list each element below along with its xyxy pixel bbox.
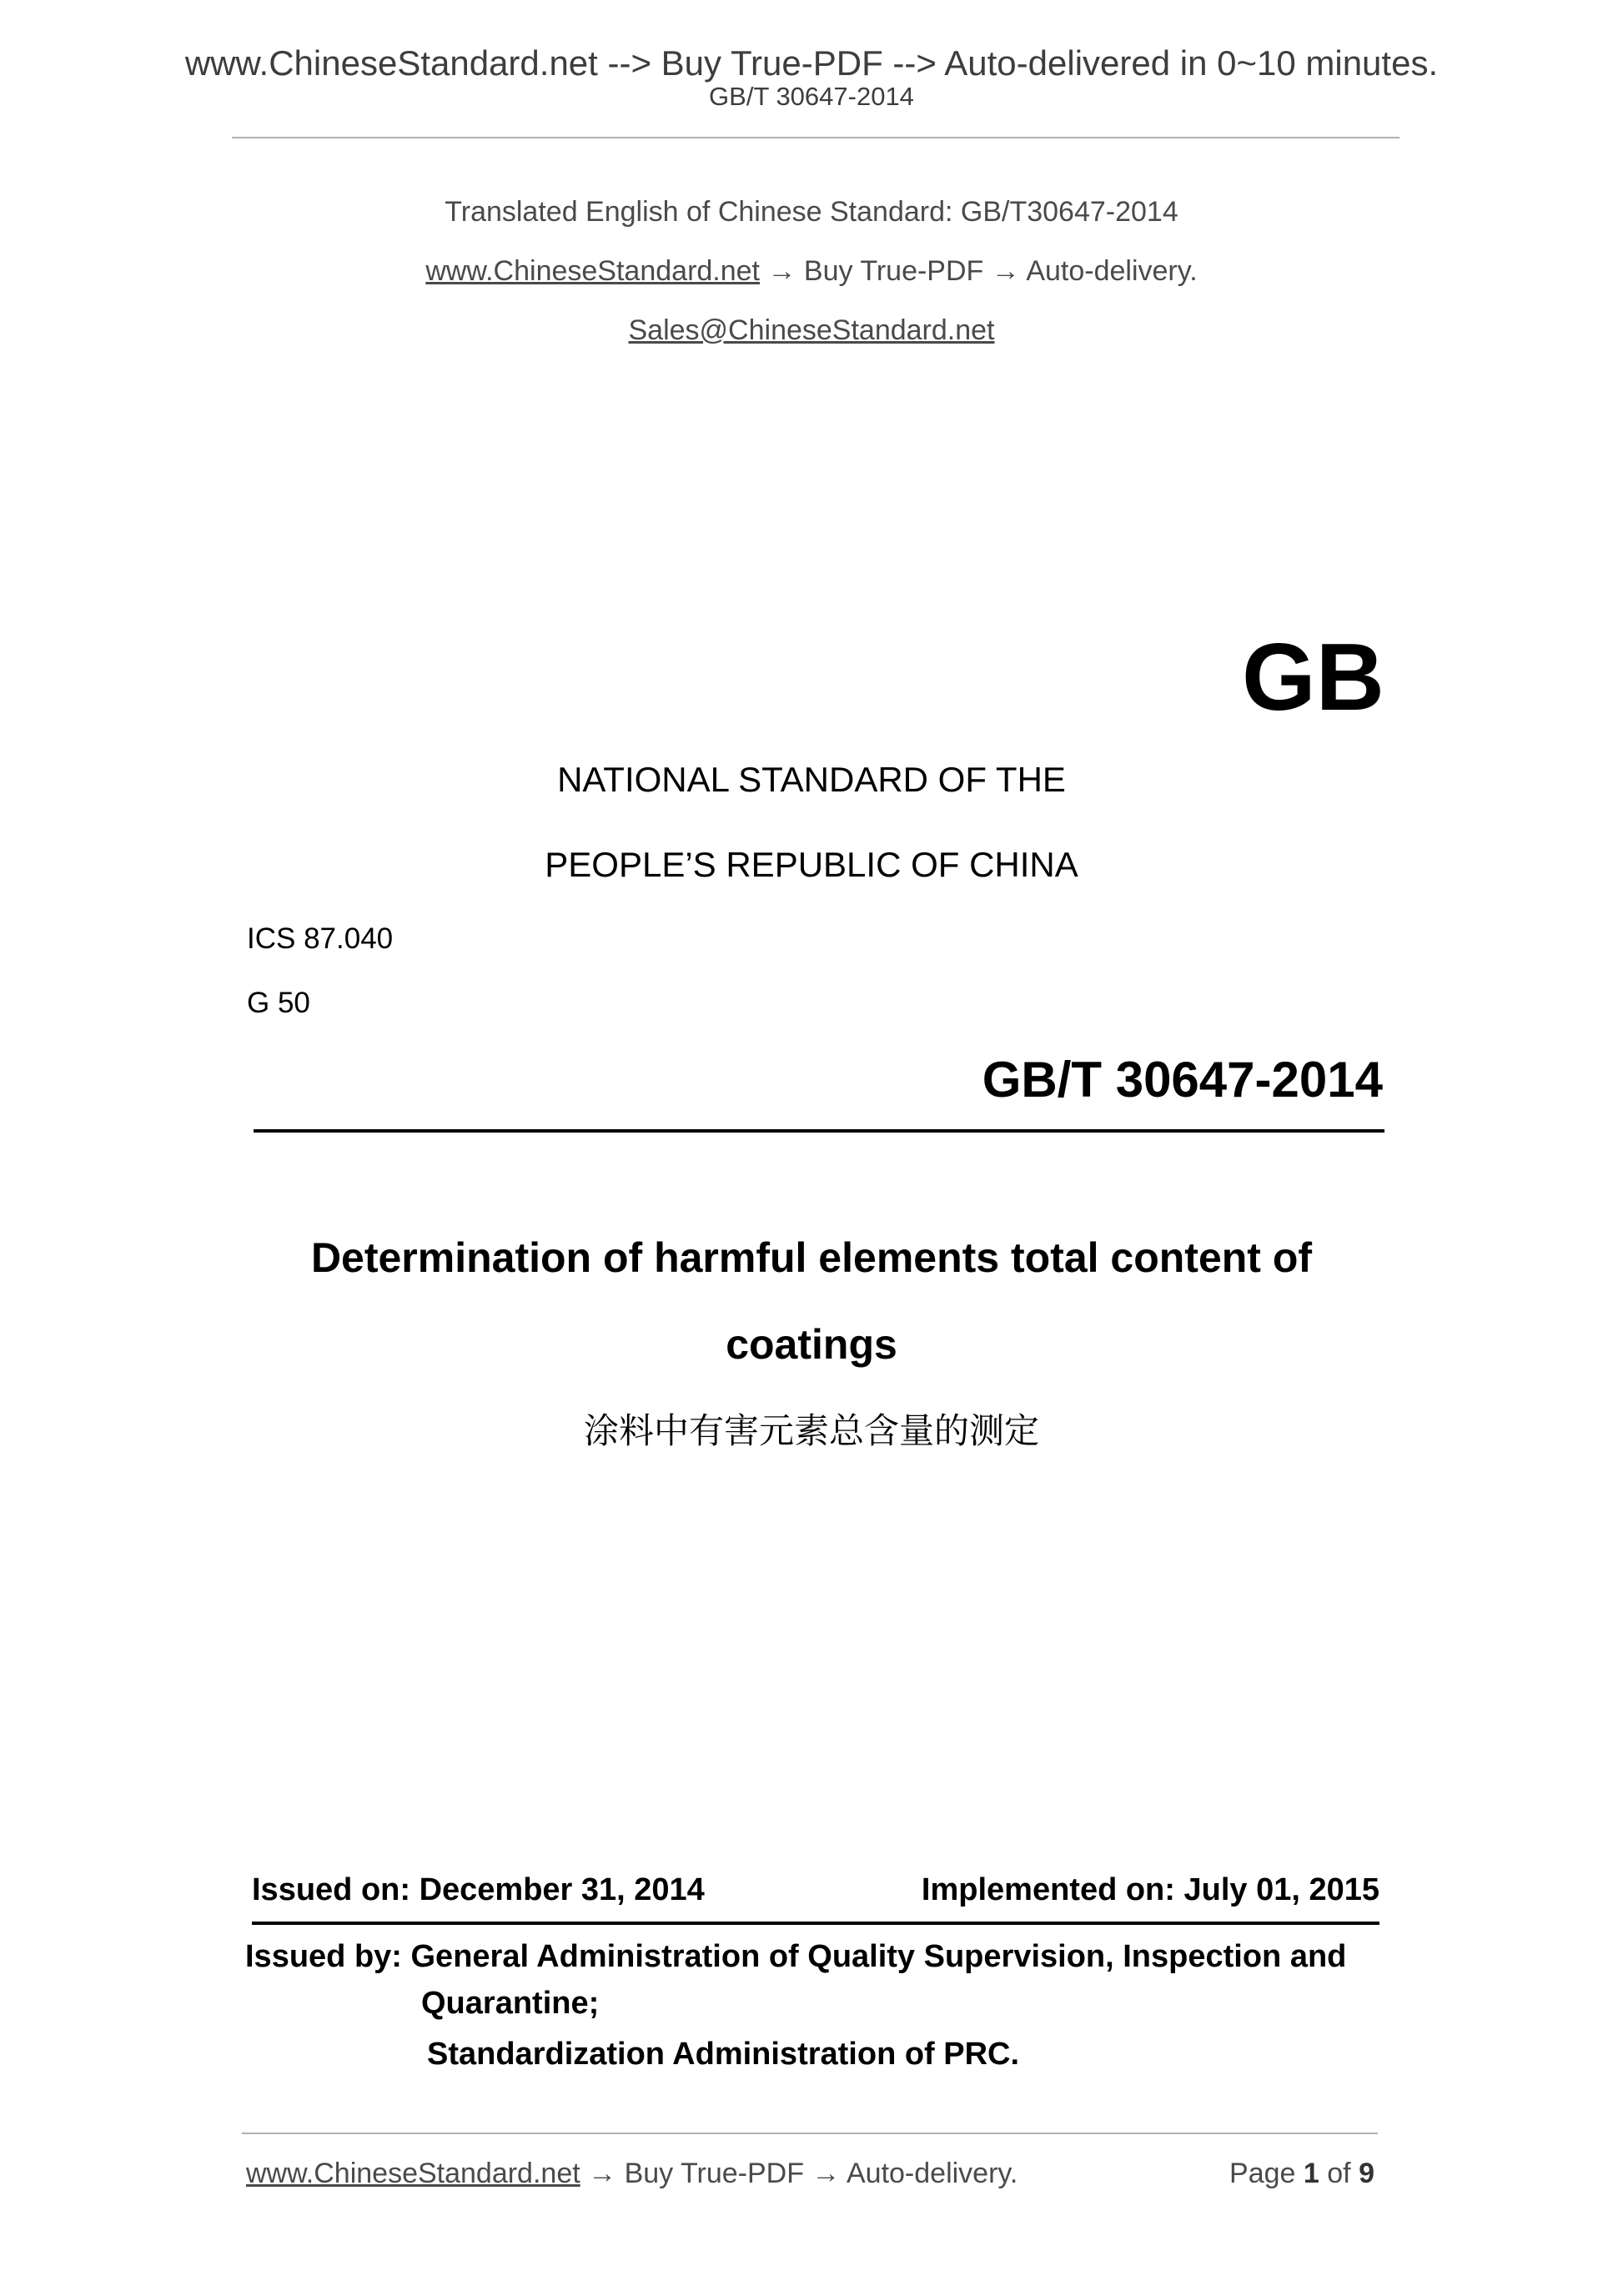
issued-by-line3: Standardization Administration of PRC. xyxy=(427,2037,1020,2072)
title-line1: Determination of harmful elements total content of xyxy=(310,1234,1313,1281)
header-site-link[interactable]: www.ChineseStandard.net xyxy=(425,255,761,287)
issued-by-line2: Quarantine; xyxy=(421,1986,600,2021)
footer-site-link[interactable]: www.ChineseStandard.net xyxy=(246,2158,580,2189)
page-label: Page xyxy=(1229,2158,1296,2189)
running-header-doc-id: GB/T 30647-2014 xyxy=(709,82,914,111)
national-standard-line1: NATIONAL STANDARD OF THE xyxy=(557,760,1066,799)
ics-code: ICS 87.040 xyxy=(247,922,394,955)
implemented-on-date: Implemented on: July 01, 2015 xyxy=(921,1872,1379,1907)
standard-number: GB/T 30647-2014 xyxy=(982,1052,1383,1108)
gb-mark: GB xyxy=(1242,625,1384,731)
sales-email-line xyxy=(0,314,1623,347)
header-buy-text: → Buy True-PDF → Auto-delivery. xyxy=(760,255,1198,287)
standard-number-rule xyxy=(254,1129,1384,1133)
national-standard-line2: PEOPLE’S REPUBLIC OF CHINA xyxy=(545,845,1078,884)
issued-by-line1: Issued by: General Administration of Quality Supervision, Inspection and xyxy=(245,1939,1347,1974)
page-indicator xyxy=(1229,2157,1374,2190)
page-total: 9 xyxy=(1359,2158,1374,2189)
page-current: 1 xyxy=(1303,2158,1319,2189)
issued-on-date: Issued on: December 31, 2014 xyxy=(252,1872,705,1907)
title-line2: coatings xyxy=(726,1321,897,1368)
footer-divider xyxy=(242,2133,1378,2134)
header-buy-line xyxy=(0,254,1623,288)
header-divider xyxy=(232,137,1399,138)
translated-notice: Translated English of Chinese Standard: GB/T30647-2014 xyxy=(445,196,1178,228)
footer-buy-line xyxy=(246,2157,1018,2190)
dates-rule xyxy=(252,1922,1379,1925)
sales-email-link[interactable]: Sales@ChineseStandard.net xyxy=(628,314,995,346)
page-of: of xyxy=(1327,2158,1351,2189)
footer-buy-text: → Buy True-PDF → Auto-delivery. xyxy=(580,2158,1018,2189)
top-banner: www.ChineseStandard.net --> Buy True-PDF --> Auto-delivered in 0~10 minutes. xyxy=(184,43,1439,83)
ccs-code: G 50 xyxy=(247,987,310,1019)
title-chinese: 涂料中有害元素总含量的测定 xyxy=(583,1410,1039,1451)
